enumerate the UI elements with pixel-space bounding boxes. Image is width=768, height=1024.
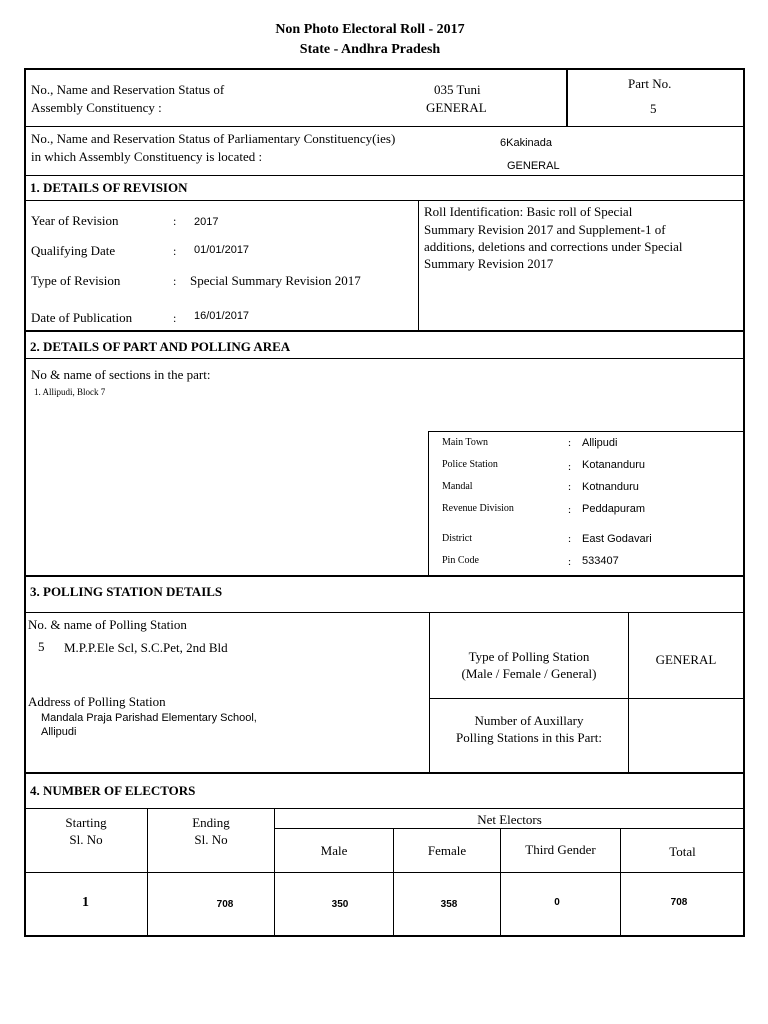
field-text: Part No. xyxy=(628,76,672,91)
field-text: : xyxy=(173,274,177,288)
field-text: 2. DETAILS OF PART AND POLLING AREA xyxy=(30,339,291,354)
field-text: District xyxy=(442,533,472,544)
field-text: Mandala Praja Parishad Elementary School, xyxy=(41,712,257,724)
field-text: No & name of sections in the part: xyxy=(31,367,211,382)
field-text: Assembly Constituency : xyxy=(31,100,162,115)
field-text: No. & name of Polling Station xyxy=(28,617,187,632)
field-text: 3. POLLING STATION DETAILS xyxy=(30,584,223,599)
field-text: Net Electors xyxy=(477,812,542,827)
field-text: Police Station xyxy=(442,459,498,470)
field-text: Kotnanduru xyxy=(582,481,639,493)
field-text: GENERAL xyxy=(507,160,560,172)
field-text: 0 xyxy=(554,897,560,908)
field-text: 358 xyxy=(440,899,458,910)
field-text: GENERAL xyxy=(426,100,487,115)
field-text: : xyxy=(568,533,572,545)
field-text: (Male / Female / General) xyxy=(461,666,597,681)
field-text: Female xyxy=(427,843,467,858)
field-text: 01/01/2017 xyxy=(194,244,250,256)
field-text: 708 xyxy=(216,899,234,910)
field-text: 6Kakinada xyxy=(500,137,552,149)
field-text: : xyxy=(568,481,572,493)
field-text: 5 xyxy=(38,639,45,654)
field-text: East Godavari xyxy=(582,533,652,545)
field-text: Kotananduru xyxy=(582,459,645,471)
field-text: Main Town xyxy=(442,437,489,448)
field-text: 350 xyxy=(331,899,349,910)
field-text: Type of Revision xyxy=(31,273,121,288)
field-text: 533407 xyxy=(582,555,619,567)
field-text: 2017 xyxy=(194,216,219,228)
field-text: Male xyxy=(320,843,348,858)
field-text: Mandal xyxy=(442,481,473,492)
field-text: : xyxy=(173,311,177,325)
field-text: Total xyxy=(669,844,696,859)
field-text: : xyxy=(568,556,572,568)
field-text: No., Name and Reservation Status of Parliamentary Constituency(ies) xyxy=(31,131,396,146)
field-text: in which Assembly Constituency is located : xyxy=(31,149,263,164)
field-text: Allipudi xyxy=(41,726,77,738)
field-text: Non Photo Electoral Roll - 2017 xyxy=(275,22,465,37)
field-text: Sl. No xyxy=(194,832,228,847)
field-text: : xyxy=(173,244,177,258)
field-text: M.P.P.Ele Scl, S.C.Pet, 2nd Bld xyxy=(64,640,228,655)
field-text: Qualifying Date xyxy=(31,243,116,258)
field-text: 035 Tuni xyxy=(434,82,481,97)
field-text: Type of Polling Station xyxy=(468,649,590,664)
field-text: : xyxy=(568,504,572,516)
field-text: : xyxy=(568,437,572,449)
field-text: : xyxy=(568,461,572,473)
field-text: Special Summary Revision 2017 xyxy=(190,273,361,288)
field-text: 1. Allipudi, Block 7 xyxy=(34,387,106,397)
field-text: Starting xyxy=(65,815,107,830)
field-text: Number of Auxillary xyxy=(474,713,584,728)
field-text: : xyxy=(173,214,177,228)
field-text: State - Andhra Pradesh xyxy=(299,42,441,57)
field-text: Revenue Division xyxy=(442,503,514,514)
field-text: Allipudi xyxy=(582,437,618,449)
field-text: Ending xyxy=(192,815,230,830)
field-text: Polling Stations in this Part: xyxy=(456,730,602,745)
field-text: 4. NUMBER OF ELECTORS xyxy=(30,783,196,798)
field-text: 1 xyxy=(82,895,89,910)
field-text: Sl. No xyxy=(69,832,103,847)
field-text: 708 xyxy=(670,897,688,908)
field-text: Peddapuram xyxy=(582,503,645,515)
field-text: Pin Code xyxy=(442,555,479,566)
field-text: No., Name and Reservation Status of xyxy=(31,82,225,97)
field-text: 5 xyxy=(650,101,657,116)
field-text: Summary Revision 2017 and Supplement-1 of xyxy=(424,222,666,237)
field-text: Address of Polling Station xyxy=(28,694,166,709)
field-text: Roll Identification: Basic roll of Special xyxy=(424,204,633,219)
field-text: Third Gender xyxy=(525,842,596,857)
field-text: additions, deletions and corrections under Special xyxy=(424,239,683,254)
field-text: Date of Publication xyxy=(31,310,133,325)
field-text: 16/01/2017 xyxy=(194,310,250,322)
field-text: GENERAL xyxy=(655,652,717,667)
field-text: 1. DETAILS OF REVISION xyxy=(30,180,188,195)
field-text: Summary Revision 2017 xyxy=(424,256,554,271)
field-text: Year of Revision xyxy=(31,213,119,228)
